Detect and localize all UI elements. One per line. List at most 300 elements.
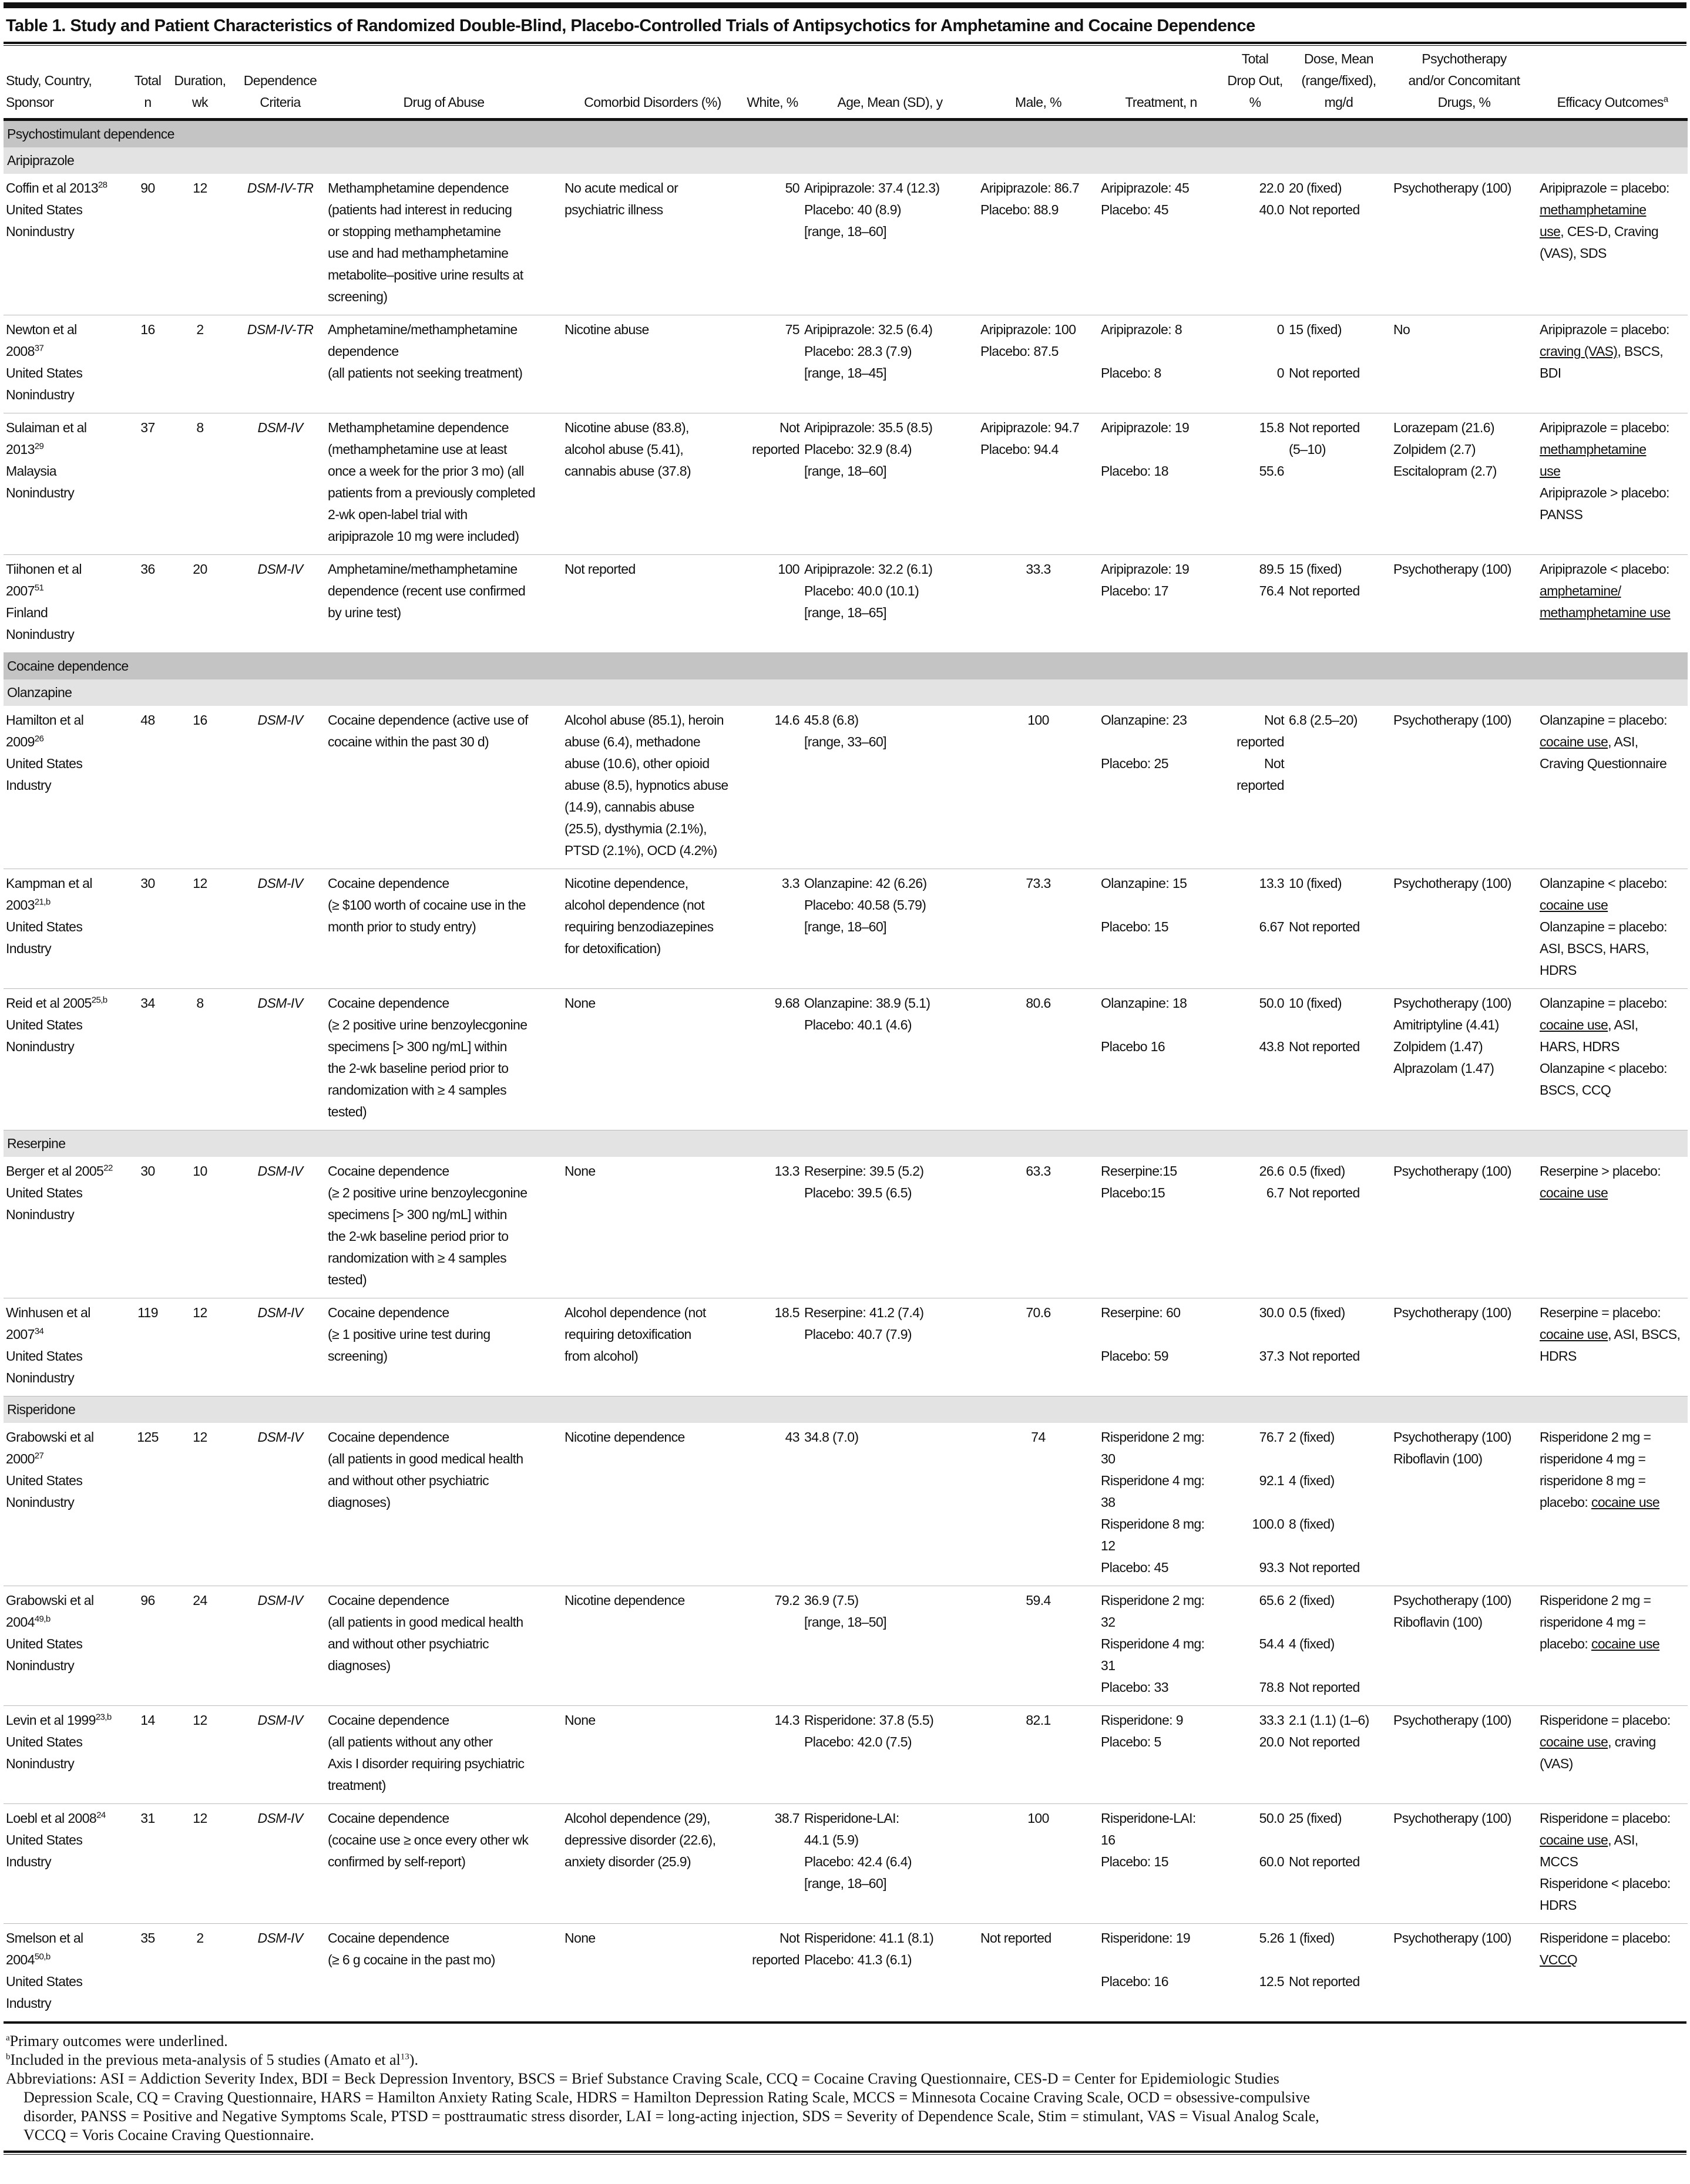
white-percent-cell: 38.7 — [743, 1804, 802, 1924]
drug-of-abuse-cell: Cocaine dependence (all patients in good medical health and without other psychiatric diagnoses) — [325, 1586, 562, 1706]
reference-marker: 23,b — [95, 1712, 112, 1722]
psychotherapy-cell: Psychotherapy (100) — [1391, 869, 1537, 989]
age-cell: 34.8 (7.0) — [802, 1423, 978, 1586]
table-row — [4, 989, 1688, 1130]
male-percent-cell: Aripiprazole: 100 Placebo: 87.5 — [978, 315, 1098, 413]
study-name: Tiihonen et al 2007 — [6, 561, 82, 598]
psychotherapy-cell: Psychotherapy (100) — [1393, 1930, 1511, 1946]
duration-cell: 2 — [196, 1930, 204, 1946]
dose-cell: 0.5 (fixed) Not reported — [1286, 1298, 1391, 1396]
age-cell: Reserpine: 39.5 (5.2) Placebo: 39.5 (6.5) — [802, 1157, 978, 1298]
dose-cell: 10 (fixed) Not reported — [1286, 989, 1391, 1130]
total-n-cell: 37 — [130, 413, 165, 555]
treatment-cell: Olanzapine: 15 Placebo: 15 — [1098, 869, 1224, 989]
male-percent-cell: 100 — [978, 706, 1098, 869]
outcome-text: , ASI, HARS, HDRS Olanzapine < placebo: BSCS, CCQ — [1540, 1017, 1667, 1098]
outcome-text: Olanzapine < placebo: — [1540, 876, 1667, 891]
column-header: Dose, Mean (range/fixed), mg/d — [1286, 46, 1391, 120]
outcome-text: Risperidone = placebo: — [1540, 1930, 1671, 1946]
study-cell — [4, 1804, 130, 1924]
table-row — [4, 555, 1688, 653]
outcome-text: , CES-D, Craving (VAS), SDS — [1540, 224, 1659, 261]
reference-marker: 29 — [34, 441, 44, 452]
dose-cell: 15 (fixed) Not reported — [1286, 315, 1391, 413]
drug-group-label: Olanzapine — [4, 679, 1688, 706]
table-row — [4, 706, 1688, 869]
study-country: United States — [6, 919, 83, 934]
study-sponsor: Nonindustry — [6, 1495, 75, 1510]
table-title: Table 1. Study and Patient Characteristics of Randomized Double-Blind, Placebo-Controlled Trials of Antipsychotics for Amphetamine and Cocaine Dependence — [6, 16, 1255, 35]
age-cell: Risperidone: 41.1 (8.1) Placebo: 41.3 (6.1) — [804, 1930, 934, 1967]
reference-marker: 51 — [34, 583, 44, 593]
efficacy-cell — [1537, 706, 1688, 869]
total-n-cell: 36 — [130, 555, 165, 653]
drug-group-label: Reserpine — [4, 1130, 1688, 1157]
outcome-text: Risperidone 2 mg = risperidone 4 mg = risperidone 8 mg = placebo: — [1540, 1429, 1651, 1510]
psychotherapy-cell: Psychotherapy (100) — [1391, 555, 1537, 653]
criteria-cell: DSM-IV — [235, 869, 325, 989]
primary-outcome: cocaine use — [1540, 1832, 1608, 1848]
age-cell: 45.8 (6.8) [range, 33–60] — [802, 706, 978, 869]
comorbid-cell: None — [562, 1157, 743, 1298]
outcome-text: Olanzapine = placebo: — [1540, 712, 1667, 728]
efficacy-cell — [1537, 1423, 1688, 1586]
drug-of-abuse-cell: Cocaine dependence (≥ 2 positive urine benzoylecgonine specimens [> 300 ng/mL] within the 2-wk baseline period prior to randomization with ≥ 4 samples tested) — [325, 1157, 562, 1298]
study-name: Smelson et al 2004 — [6, 1930, 83, 1967]
total-n-cell: 30 — [130, 869, 165, 989]
total-n-cell: 31 — [130, 1804, 165, 1924]
top-rule — [4, 2, 1686, 8]
study-country: United States — [6, 365, 83, 381]
primary-outcome: cocaine use — [1540, 1017, 1608, 1032]
column-header: Comorbid Disorders (%) — [562, 46, 743, 120]
table-row — [4, 1924, 1688, 2022]
total-n-cell: 14 — [130, 1706, 165, 1804]
drug-of-abuse-cell: Cocaine dependence (all patients in good medical health and without other psychiatric diagnoses) — [325, 1423, 562, 1586]
drug-of-abuse-cell: Cocaine dependence (active use of cocaine within the past 30 d) — [325, 706, 562, 869]
drug-group-row — [4, 147, 1688, 174]
age-cell: Aripiprazole: 35.5 (8.5) Placebo: 32.9 (8.4) [range, 18–60] — [802, 413, 978, 555]
total-n-cell: 34 — [130, 989, 165, 1130]
white-percent-cell: 9.68 — [743, 989, 802, 1130]
drug-of-abuse-cell: Cocaine dependence (all patients without any other Axis I disorder requiring psychiatric treatment) — [325, 1706, 562, 1804]
drug-group-row — [4, 679, 1688, 706]
male-percent-cell: 100 — [978, 1804, 1098, 1924]
study-country: United States — [6, 1185, 83, 1200]
reference-marker: 37 — [34, 343, 44, 354]
study-name: Loebl et al 2008 — [6, 1811, 97, 1826]
duration-cell: 10 — [165, 1157, 235, 1298]
study-country: United States — [6, 1734, 83, 1749]
reference-marker: 50,b — [34, 1951, 51, 1962]
study-name: Sulaiman et al 2013 — [6, 420, 87, 457]
outcome-text: Olanzapine = placebo: — [1540, 995, 1667, 1011]
study-cell — [4, 706, 130, 869]
treatment-cell: Aripiprazole: 8 Placebo: 8 — [1098, 315, 1224, 413]
age-cell: Olanzapine: 42 (6.26) Placebo: 40.58 (5.79) [range, 18–60] — [802, 869, 978, 989]
table-row — [4, 413, 1688, 555]
duration-cell: 12 — [165, 1706, 235, 1804]
column-header: White, % — [743, 46, 802, 120]
treatment-cell: Aripiprazole: 45 Placebo: 45 — [1098, 174, 1224, 315]
comorbid-cell: Nicotine dependence — [562, 1586, 743, 1706]
study-name: Reid et al 2005 — [6, 995, 92, 1011]
comorbid-cell: None — [562, 989, 743, 1130]
primary-outcome: amphetamine/ methamphetamine use — [1540, 583, 1671, 620]
study-cell — [4, 315, 130, 413]
efficacy-cell — [1537, 1157, 1688, 1298]
comorbid-cell: None — [562, 1706, 743, 1804]
male-percent-cell: 80.6 — [978, 989, 1098, 1130]
total-n-cell: 48 — [130, 706, 165, 869]
comorbid-cell: Not reported — [562, 555, 743, 653]
efficacy-cell — [1537, 174, 1688, 315]
primary-outcome: cocaine use — [1540, 1734, 1608, 1749]
primary-outcome: cocaine use — [1540, 897, 1608, 913]
abbreviations: Abbreviations: ASI = Addiction Severity Index, BDI = Beck Depression Inventory, BSCS = Brief Substance Craving Scale, CCQ = Cocaine Craving Questionnaire, CES-D = Center for Epidemiologic Studies Depression Scale, CQ = Craving Questionnaire, HARS = Hamilton Anxiety Rating Scale, HDRS = Hamilton Depression Rating Scale, MCCS = Minnesota Cocaine Craving Scale, OCD = obsessive-compulsive disorder, PANSS = Positive and Negative Symptoms Scale, PTSD = posttraumatic stress disorder, LAI = long-acting injection, SDS = Severity of Dependence Scale, Stim = stimulant, VAS = Visual Analog Scale, VCCQ = Voris Cocaine Craving Questionnaire. — [6, 2070, 1319, 2143]
column-header: Psychotherapy and/or Concomitant Drugs, % — [1391, 46, 1537, 120]
comorbid-cell: Nicotine dependence, alcohol dependence (not requiring benzodiazepines for detoxification) — [562, 869, 743, 989]
duration-cell: 12 — [165, 174, 235, 315]
study-country: United States — [6, 1832, 83, 1848]
study-sponsor: Nonindustry — [6, 1658, 75, 1673]
male-percent-cell: 82.1 — [978, 1706, 1098, 1804]
drug-of-abuse-cell: Cocaine dependence (cocaine use ≥ once every other wk confirmed by self-report) — [325, 1804, 562, 1924]
study-country: United States — [6, 202, 83, 217]
header-row — [4, 46, 1688, 120]
dropout-cell: 26.6 6.7 — [1224, 1157, 1286, 1298]
study-cell — [4, 869, 130, 989]
treatment-cell: Risperidone-LAI: 16 Placebo: 15 — [1098, 1804, 1224, 1924]
dropout-cell: 50.0 43.8 — [1224, 989, 1286, 1130]
comorbid-cell: None — [565, 1930, 596, 1946]
column-header: Study, Country, Sponsor — [4, 46, 130, 120]
drug-group-row — [4, 1396, 1688, 1424]
section-row — [4, 653, 1688, 680]
table-body — [4, 120, 1688, 2022]
duration-cell: 12 — [165, 1423, 235, 1586]
reference-marker: 21,b — [34, 897, 51, 907]
column-header: Total n — [130, 46, 165, 120]
criteria-cell: DSM-IV — [235, 706, 325, 869]
table-row — [4, 1298, 1688, 1396]
age-cell: Aripiprazole: 32.5 (6.4) Placebo: 28.3 (7.9) [range, 18–45] — [802, 315, 978, 413]
drug-group-label: Risperidone — [4, 1396, 1688, 1424]
drug-of-abuse-cell: Methamphetamine dependence (methamphetamine use at least once a week for the prior 3 mo) (all patients from a previously completed 2-wk open-label trial with aripiprazole 10 mg were included) — [325, 413, 562, 555]
study-cell — [4, 1924, 130, 2022]
footnote-a: $^a$Primary outcomes were underlined. — [6, 2032, 228, 2050]
outcome-text: , ASI, MCCS Risperidone < placebo: HDRS — [1540, 1832, 1671, 1913]
psychotherapy-cell: Psychotherapy (100) Amitriptyline (4.41) Zolpidem (1.47) Alprazolam (1.47) — [1391, 989, 1537, 1130]
table-row — [4, 315, 1688, 413]
male-percent-cell: 59.4 — [978, 1586, 1098, 1706]
dropout-cell: 5.26 12.5 — [1259, 1930, 1284, 1989]
dose-cell: 2 (fixed) 4 (fixed) Not reported — [1286, 1586, 1391, 1706]
total-n-cell: 96 — [130, 1586, 165, 1706]
white-percent-cell: 18.5 — [743, 1298, 802, 1396]
section-row — [4, 120, 1688, 148]
efficacy-cell — [1537, 555, 1688, 653]
male-percent-cell: 73.3 — [978, 869, 1098, 989]
total-n-cell: 35 — [140, 1930, 155, 1946]
psychotherapy-cell: No — [1391, 315, 1537, 413]
male-percent-cell: Aripiprazole: 94.7 Placebo: 94.4 — [978, 413, 1098, 555]
outcome-text: Risperidone 2 mg = risperidone 4 mg = placebo: — [1540, 1593, 1651, 1651]
column-header: Efficacy Outcomes$^a$ — [1537, 46, 1688, 120]
table-document — [0, 2, 1690, 2155]
dropout-cell: Not reported Not reported — [1224, 706, 1286, 869]
white-percent-cell: Not reported — [752, 1930, 799, 1967]
comorbid-cell: Alcohol abuse (85.1), heroin abuse (6.4), methadone abuse (10.6), other opioid abuse (8.5), hypnotics abuse (14.9), cannabis abuse (25.5), dysthymia (2.1%), PTSD (2.1%), OCD (4.2%) — [562, 706, 743, 869]
study-name: Grabowski et al 2004 — [6, 1593, 94, 1630]
table-row — [4, 1586, 1688, 1706]
outcome-text: Reserpine > placebo: — [1540, 1163, 1661, 1179]
comorbid-cell: No acute medical or psychiatric illness — [562, 174, 743, 315]
psychotherapy-cell: Psychotherapy (100) — [1391, 706, 1537, 869]
age-cell: Aripiprazole: 37.4 (12.3) Placebo: 40 (8.9) [range, 18–60] — [802, 174, 978, 315]
section-label: Cocaine dependence — [4, 653, 1688, 680]
study-sponsor: Nonindustry — [6, 485, 75, 500]
drug-of-abuse-cell: Amphetamine/methamphetamine dependence (recent use confirmed by urine test) — [325, 555, 562, 653]
male-percent-cell: Aripiprazole: 86.7 Placebo: 88.9 — [978, 174, 1098, 315]
treatment-cell: Olanzapine: 23 Placebo: 25 — [1098, 706, 1224, 869]
dose-cell: 25 (fixed) Not reported — [1286, 1804, 1391, 1924]
white-percent-cell: 50 — [743, 174, 802, 315]
criteria-cell: DSM-IV — [235, 1298, 325, 1396]
study-cell — [4, 1423, 130, 1586]
comorbid-cell: Alcohol dependence (not requiring detoxification from alcohol) — [562, 1298, 743, 1396]
reference-marker: 24 — [96, 1810, 106, 1820]
study-sponsor: Nonindustry — [6, 387, 75, 402]
criteria-cell: DSM-IV — [235, 1706, 325, 1804]
white-percent-cell: 14.3 — [743, 1706, 802, 1804]
dropout-cell: 30.0 37.3 — [1224, 1298, 1286, 1396]
reference-marker: 26 — [34, 733, 44, 744]
age-cell: Olanzapine: 38.9 (5.1) Placebo: 40.1 (4.6) — [802, 989, 978, 1130]
comorbid-cell: Nicotine abuse (83.8), alcohol abuse (5.41), cannabis abuse (37.8) — [562, 413, 743, 555]
treatment-cell: Aripiprazole: 19 Placebo: 18 — [1098, 413, 1224, 555]
dropout-cell: 33.3 20.0 — [1224, 1706, 1286, 1804]
drug-of-abuse-cell: Cocaine dependence (≥ 2 positive urine benzoylecgonine specimens [> 300 ng/mL] within the 2-wk baseline period prior to randomization with ≥ 4 samples tested) — [325, 989, 562, 1130]
psychotherapy-cell: Psychotherapy (100) — [1391, 1298, 1537, 1396]
primary-outcome: methamphetamine use — [1540, 202, 1647, 239]
column-header: Treatment, n — [1098, 46, 1224, 120]
duration-cell: 12 — [165, 869, 235, 989]
outcome-text: , ASI, BSCS, HDRS — [1540, 1327, 1681, 1364]
white-percent-cell: 75 — [743, 315, 802, 413]
bottom-rule — [4, 2151, 1686, 2155]
drug-of-abuse-cell: Cocaine dependence (≥ $100 worth of cocaine use in the month prior to study entry) — [325, 869, 562, 989]
primary-outcome: cocaine use — [1540, 1327, 1608, 1342]
comorbid-cell: Nicotine abuse — [562, 315, 743, 413]
dose-cell: 20 (fixed) Not reported — [1286, 174, 1391, 315]
study-sponsor: Nonindustry — [6, 1370, 75, 1385]
outcome-text: Aripiprazole = placebo: — [1540, 420, 1669, 435]
dropout-cell: 15.8 55.6 — [1224, 413, 1286, 555]
duration-cell: 12 — [165, 1298, 235, 1396]
study-country: United States — [6, 1017, 83, 1032]
table-row — [4, 1706, 1688, 1804]
study-table — [4, 46, 1688, 2021]
column-header: Duration, wk — [165, 46, 235, 120]
criteria-cell: DSM-IV — [257, 1930, 303, 1946]
study-sponsor: Industry — [6, 941, 52, 956]
total-n-cell: 125 — [130, 1423, 165, 1586]
column-header: Age, Mean (SD), y — [802, 46, 978, 120]
primary-outcome: cocaine use — [1591, 1495, 1660, 1510]
section-label: Psychostimulant dependence — [4, 120, 1688, 148]
treatment-cell: Risperidone: 9 Placebo: 5 — [1098, 1706, 1224, 1804]
outcome-text: Reserpine = placebo: — [1540, 1305, 1661, 1320]
dose-cell: Not reported (5–10) — [1286, 413, 1391, 555]
drug-of-abuse-cell: Cocaine dependence (≥ 6 g cocaine in the past mo) — [328, 1930, 495, 1967]
reference-marker: 28 — [98, 180, 107, 190]
age-cell: Aripiprazole: 32.2 (6.1) Placebo: 40.0 (10.1) [range, 18–65] — [802, 555, 978, 653]
study-name: Newton et al 2008 — [6, 322, 77, 359]
criteria-cell: DSM-IV — [235, 1157, 325, 1298]
treatment-cell: Reserpine:15 Placebo:15 — [1098, 1157, 1224, 1298]
duration-cell: 8 — [165, 989, 235, 1130]
reference-marker: 34 — [34, 1326, 44, 1337]
psychotherapy-cell: Lorazepam (21.6) Zolpidem (2.7) Escitalopram (2.7) — [1391, 413, 1537, 555]
reference-marker: 27 — [34, 1451, 44, 1461]
psychotherapy-cell: Psychotherapy (100) — [1391, 1157, 1537, 1298]
treatment-cell: Risperidone: 19 Placebo: 16 — [1101, 1930, 1191, 1989]
age-cell: Risperidone-LAI: 44.1 (5.9) Placebo: 42.4 (6.4) [range, 18–60] — [802, 1804, 978, 1924]
column-header: Dependence Criteria — [235, 46, 325, 120]
treatment-cell: Risperidone 2 mg: 32 Risperidone 4 mg: 31 Placebo: 33 — [1098, 1586, 1224, 1706]
study-sponsor: Nonindustry — [6, 627, 75, 642]
white-percent-cell: 43 — [743, 1423, 802, 1586]
drug-of-abuse-cell: Methamphetamine dependence (patients had interest in reducing or stopping methamphetamine use and had methamphetamine metabolite–positive urine results at screening) — [325, 174, 562, 315]
dropout-cell: 89.5 76.4 — [1224, 555, 1286, 653]
total-n-cell: 90 — [130, 174, 165, 315]
study-cell — [4, 413, 130, 555]
age-cell: Risperidone: 37.8 (5.5) Placebo: 42.0 (7.5) — [802, 1706, 978, 1804]
column-header: Total Drop Out, % — [1224, 46, 1286, 120]
criteria-cell: DSM-IV-TR — [235, 315, 325, 413]
psychotherapy-cell: Psychotherapy (100) — [1391, 1804, 1537, 1924]
study-sponsor: Nonindustry — [6, 1207, 75, 1222]
drug-group-label: Aripiprazole — [4, 147, 1688, 174]
column-header: Drug of Abuse — [325, 46, 562, 120]
white-percent-cell: 3.3 — [743, 869, 802, 989]
primary-outcome: craving (VAS) — [1540, 344, 1618, 359]
footnote-marker: a — [1663, 94, 1668, 105]
efficacy-cell — [1537, 989, 1688, 1130]
study-cell — [4, 1706, 130, 1804]
table-row — [4, 1157, 1688, 1298]
male-percent-cell: Not reported — [980, 1930, 1051, 1946]
comorbid-cell: Alcohol dependence (29), depressive disorder (22.6), anxiety disorder (25.9) — [562, 1804, 743, 1924]
drug-of-abuse-cell: Amphetamine/methamphetamine dependence (all patients not seeking treatment) — [325, 315, 562, 413]
male-percent-cell: 33.3 — [978, 555, 1098, 653]
dropout-cell: 50.0 60.0 — [1224, 1804, 1286, 1924]
criteria-cell: DSM-IV — [235, 413, 325, 555]
footnotes — [4, 2024, 1686, 2151]
study-name: Berger et al 2005 — [6, 1163, 104, 1179]
total-n-cell: 119 — [130, 1298, 165, 1396]
treatment-cell: Risperidone 2 mg: 30 Risperidone 4 mg: 38 Risperidone 8 mg: 12 Placebo: 45 — [1098, 1423, 1224, 1586]
reference-marker: 49,b — [34, 1614, 51, 1624]
study-sponsor: Industry — [6, 1995, 52, 2011]
efficacy-cell — [1537, 1804, 1688, 1924]
reference-marker: 22 — [103, 1163, 113, 1173]
study-name: Levin et al 1999 — [6, 1712, 96, 1728]
white-percent-cell: Not reported — [743, 413, 802, 555]
dose-cell: 2.1 (1.1) (1–6) Not reported — [1286, 1706, 1391, 1804]
criteria-cell: DSM-IV — [235, 989, 325, 1130]
study-cell — [4, 1586, 130, 1706]
white-percent-cell: 79.2 — [743, 1586, 802, 1706]
title-rule — [4, 42, 1686, 46]
table-row — [4, 869, 1688, 989]
study-country: Finland — [6, 605, 48, 620]
duration-cell: 8 — [165, 413, 235, 555]
criteria-cell: DSM-IV-TR — [235, 174, 325, 315]
efficacy-cell — [1537, 1298, 1688, 1396]
study-sponsor: Industry — [6, 1854, 52, 1869]
dose-cell: 1 (fixed) Not reported — [1289, 1930, 1360, 1989]
white-percent-cell: 100 — [743, 555, 802, 653]
study-cell — [4, 989, 130, 1130]
study-country: United States — [6, 1636, 83, 1651]
study-name: Coffin et al 2013 — [6, 180, 98, 196]
dose-cell: 2 (fixed) 4 (fixed) 8 (fixed) Not reported — [1286, 1423, 1391, 1586]
study-cell — [4, 1157, 130, 1298]
efficacy-cell — [1537, 1586, 1688, 1706]
study-country: Malaysia — [6, 463, 56, 479]
primary-outcome: methamphetamine use — [1540, 442, 1647, 479]
table-row — [4, 1423, 1688, 1586]
study-name: Grabowski et al 2000 — [6, 1429, 94, 1466]
comorbid-cell: Nicotine dependence — [562, 1423, 743, 1586]
criteria-cell: DSM-IV — [235, 1586, 325, 1706]
duration-cell: 24 — [165, 1586, 235, 1706]
outcome-text: Aripiprazole > placebo: PANSS — [1540, 485, 1669, 522]
outcome-text: , BSCS, BDI — [1540, 344, 1663, 381]
dropout-cell: 0 0 — [1224, 315, 1286, 413]
efficacy-cell — [1537, 869, 1688, 989]
treatment-cell: Aripiprazole: 19 Placebo: 17 — [1098, 555, 1224, 653]
efficacy-cell — [1537, 1924, 1688, 2022]
criteria-cell: DSM-IV — [235, 555, 325, 653]
efficacy-cell — [1537, 315, 1688, 413]
psychotherapy-cell: Psychotherapy (100) — [1391, 174, 1537, 315]
total-n-cell: 30 — [130, 1157, 165, 1298]
reference-marker: 25,b — [91, 995, 107, 1005]
dropout-cell: 13.3 6.67 — [1224, 869, 1286, 989]
study-sponsor: Nonindustry — [6, 1039, 75, 1054]
outcome-text: Aripiprazole = placebo: — [1540, 322, 1669, 337]
outcome-text: Aripiprazole < placebo: — [1540, 561, 1669, 577]
study-name: Hamilton et al 2009 — [6, 712, 84, 749]
dose-cell: 15 (fixed) Not reported — [1286, 555, 1391, 653]
white-percent-cell: 14.6 — [743, 706, 802, 869]
duration-cell: 20 — [165, 555, 235, 653]
efficacy-cell — [1537, 1706, 1688, 1804]
study-country: United States — [6, 1473, 83, 1488]
study-sponsor: Nonindustry — [6, 1756, 75, 1771]
table-row — [4, 174, 1688, 315]
outcome-text: , ASI, Craving Questionnaire — [1540, 734, 1667, 771]
drug-of-abuse-cell: Cocaine dependence (≥ 1 positive urine test during screening) — [325, 1298, 562, 1396]
criteria-cell: DSM-IV — [235, 1423, 325, 1586]
footnote-b: $^b$Included in the previous meta-analysis of 5 studies (Amato et $al^{13}$). — [6, 2051, 418, 2068]
study-cell — [4, 174, 130, 315]
treatment-cell: Olanzapine: 18 Placebo 16 — [1098, 989, 1224, 1130]
age-cell: 36.9 (7.5) [range, 18–50] — [802, 1586, 978, 1706]
